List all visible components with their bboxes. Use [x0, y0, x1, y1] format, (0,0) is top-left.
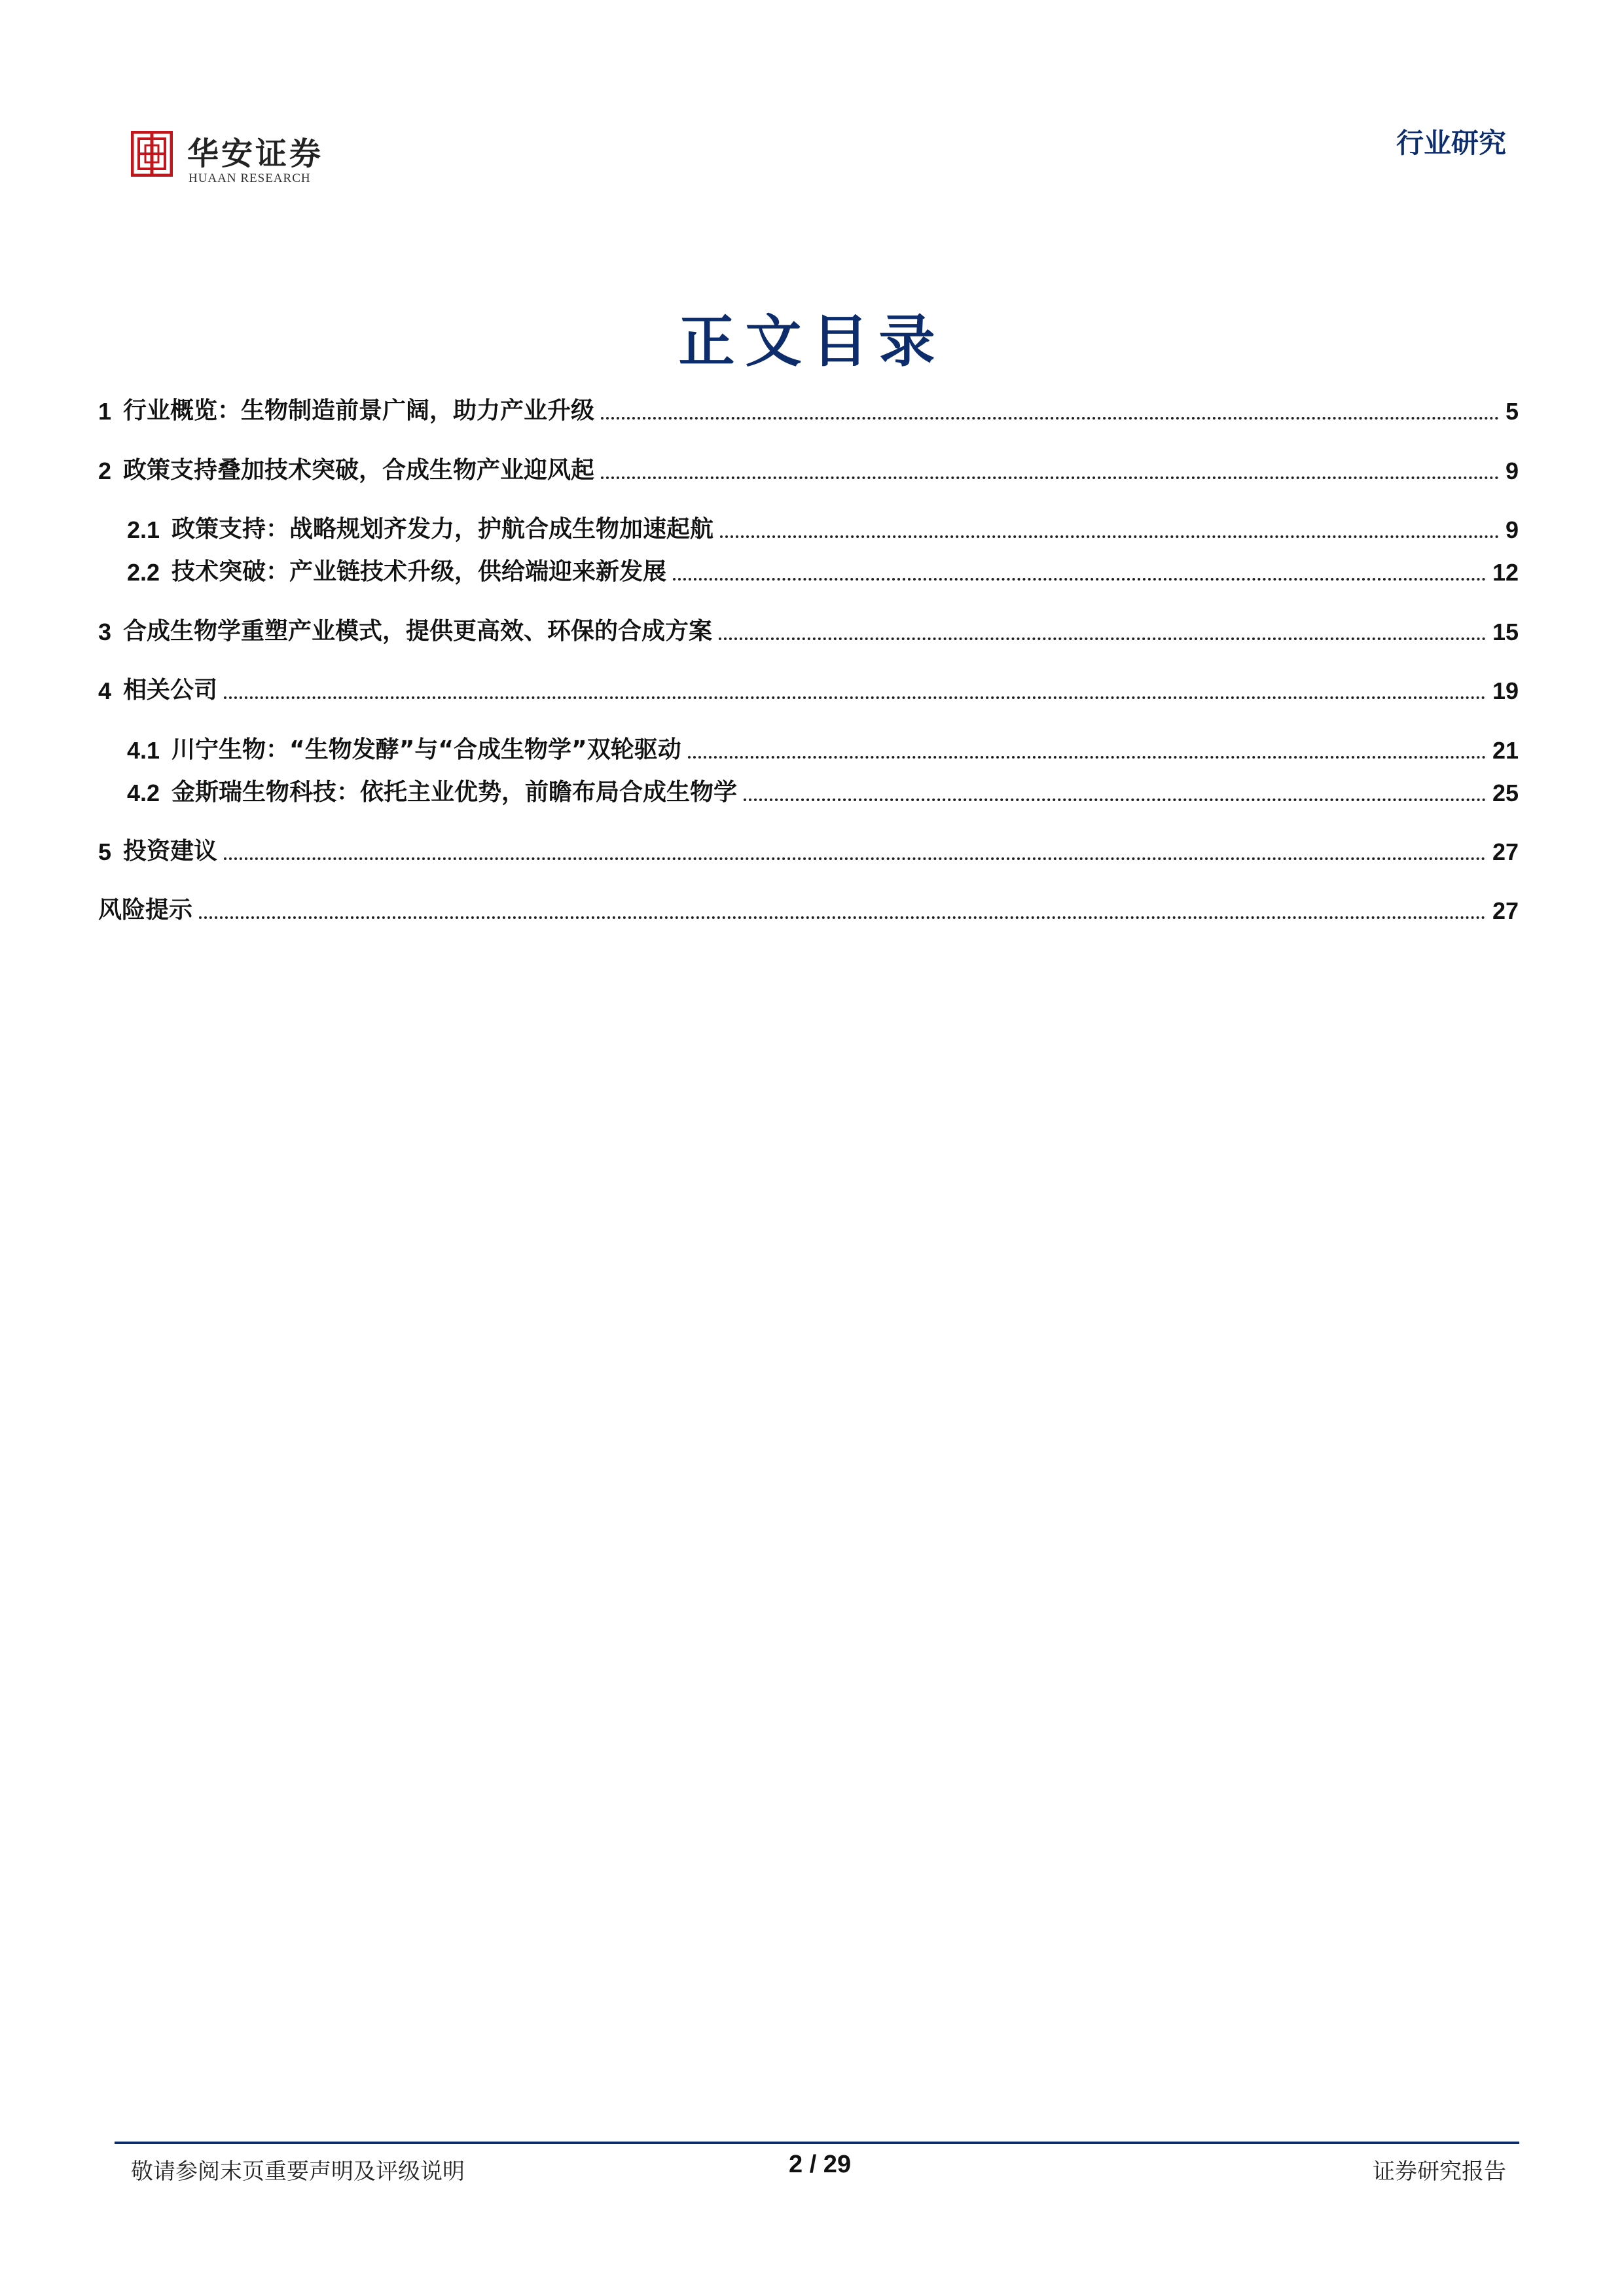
toc-leader-dots [673, 578, 1486, 581]
toc-leader-dots [224, 696, 1486, 699]
toc-subentry[interactable] [127, 732, 1519, 764]
toc-entry[interactable] [98, 672, 1519, 705]
toc-entry[interactable] [98, 452, 1519, 485]
toc-entry-title: 合成生物学重塑产业模式，提供更高效、环保的合成方案 [123, 618, 713, 645]
footer-divider [115, 2142, 1519, 2144]
toc-entry[interactable] [98, 892, 1519, 925]
toc-entry-number: 4.2 [127, 780, 160, 806]
huaan-seal-icon [131, 131, 173, 177]
toc-entry[interactable] [98, 613, 1519, 646]
report-type-label: 行业研究 [1396, 127, 1506, 159]
toc-leader-dots [601, 476, 1499, 479]
toc-subentry[interactable] [127, 774, 1519, 807]
page-number: 2 / 29 [789, 2151, 852, 2178]
toc-entry[interactable] [98, 393, 1519, 425]
toc-entry-page: 5 [1505, 398, 1519, 425]
toc-subentry[interactable] [127, 511, 1519, 544]
toc-entry-page: 9 [1505, 457, 1519, 484]
toc-entry-title: 政策支持叠加技术突破，合成生物产业迎风起 [123, 457, 595, 484]
toc-entry-title: 技术突破：产业链技术升级，供给端迎来新发展 [171, 558, 667, 585]
toc-entry-page: 12 [1492, 559, 1519, 586]
toc-entry-number: 4 [98, 677, 112, 704]
footer-disclaimer: 敬请参阅末页重要声明及评级说明 [131, 2159, 465, 2185]
toc-entry-page: 19 [1492, 677, 1519, 704]
toc-leader-dots [224, 857, 1486, 860]
toc-entry-title: 投资建议 [123, 838, 218, 865]
toc-entry-title: 行业概览：生物制造前景广阔，助力产业升级 [123, 397, 595, 424]
toc-leader-dots [199, 916, 1486, 919]
toc-leader-dots [719, 637, 1486, 640]
toc-entry-number: 1 [98, 398, 112, 425]
brand-name-cn: 华安证券 [187, 135, 324, 172]
toc-entry-title: 金斯瑞生物科技：依托主业优势，前瞻布局合成生物学 [171, 779, 738, 806]
toc-entry-number: 5 [98, 838, 112, 865]
toc-entry-number: 2.1 [127, 516, 160, 543]
toc-entry-page: 25 [1492, 780, 1519, 806]
toc-entry-title: 川宁生物：“生物发酵”与“合成生物学”双轮驱动 [171, 736, 681, 763]
footer-doc-type: 证券研究报告 [1373, 2159, 1506, 2185]
toc-entry-page: 27 [1492, 897, 1519, 924]
toc-entry-number: 2.2 [127, 559, 160, 586]
toc-entry-number: 2 [98, 457, 112, 484]
toc-leader-dots [720, 535, 1499, 538]
toc-leader-dots [744, 798, 1486, 801]
brand-name-en: HUAAN RESEARCH [189, 171, 311, 185]
toc-subentry[interactable] [127, 554, 1519, 586]
toc-entry-number: 3 [98, 619, 112, 645]
toc-entry-title: 政策支持：战略规划齐发力，护航合成生物加速起航 [171, 516, 714, 543]
toc-entry-page: 9 [1505, 516, 1519, 543]
toc-entry-page: 27 [1492, 838, 1519, 865]
toc-entry-number: 4.1 [127, 737, 160, 764]
toc-title: 正文目录 [678, 308, 946, 374]
toc-leader-dots [601, 417, 1499, 420]
toc-entry-title: 风险提示 [98, 897, 193, 924]
toc-entry-title: 相关公司 [123, 677, 218, 704]
toc-entry-page: 21 [1492, 737, 1519, 764]
toc-entry-page: 15 [1492, 619, 1519, 645]
toc-leader-dots [688, 756, 1486, 759]
toc-entry[interactable] [98, 833, 1519, 866]
brand-logo [131, 123, 340, 195]
